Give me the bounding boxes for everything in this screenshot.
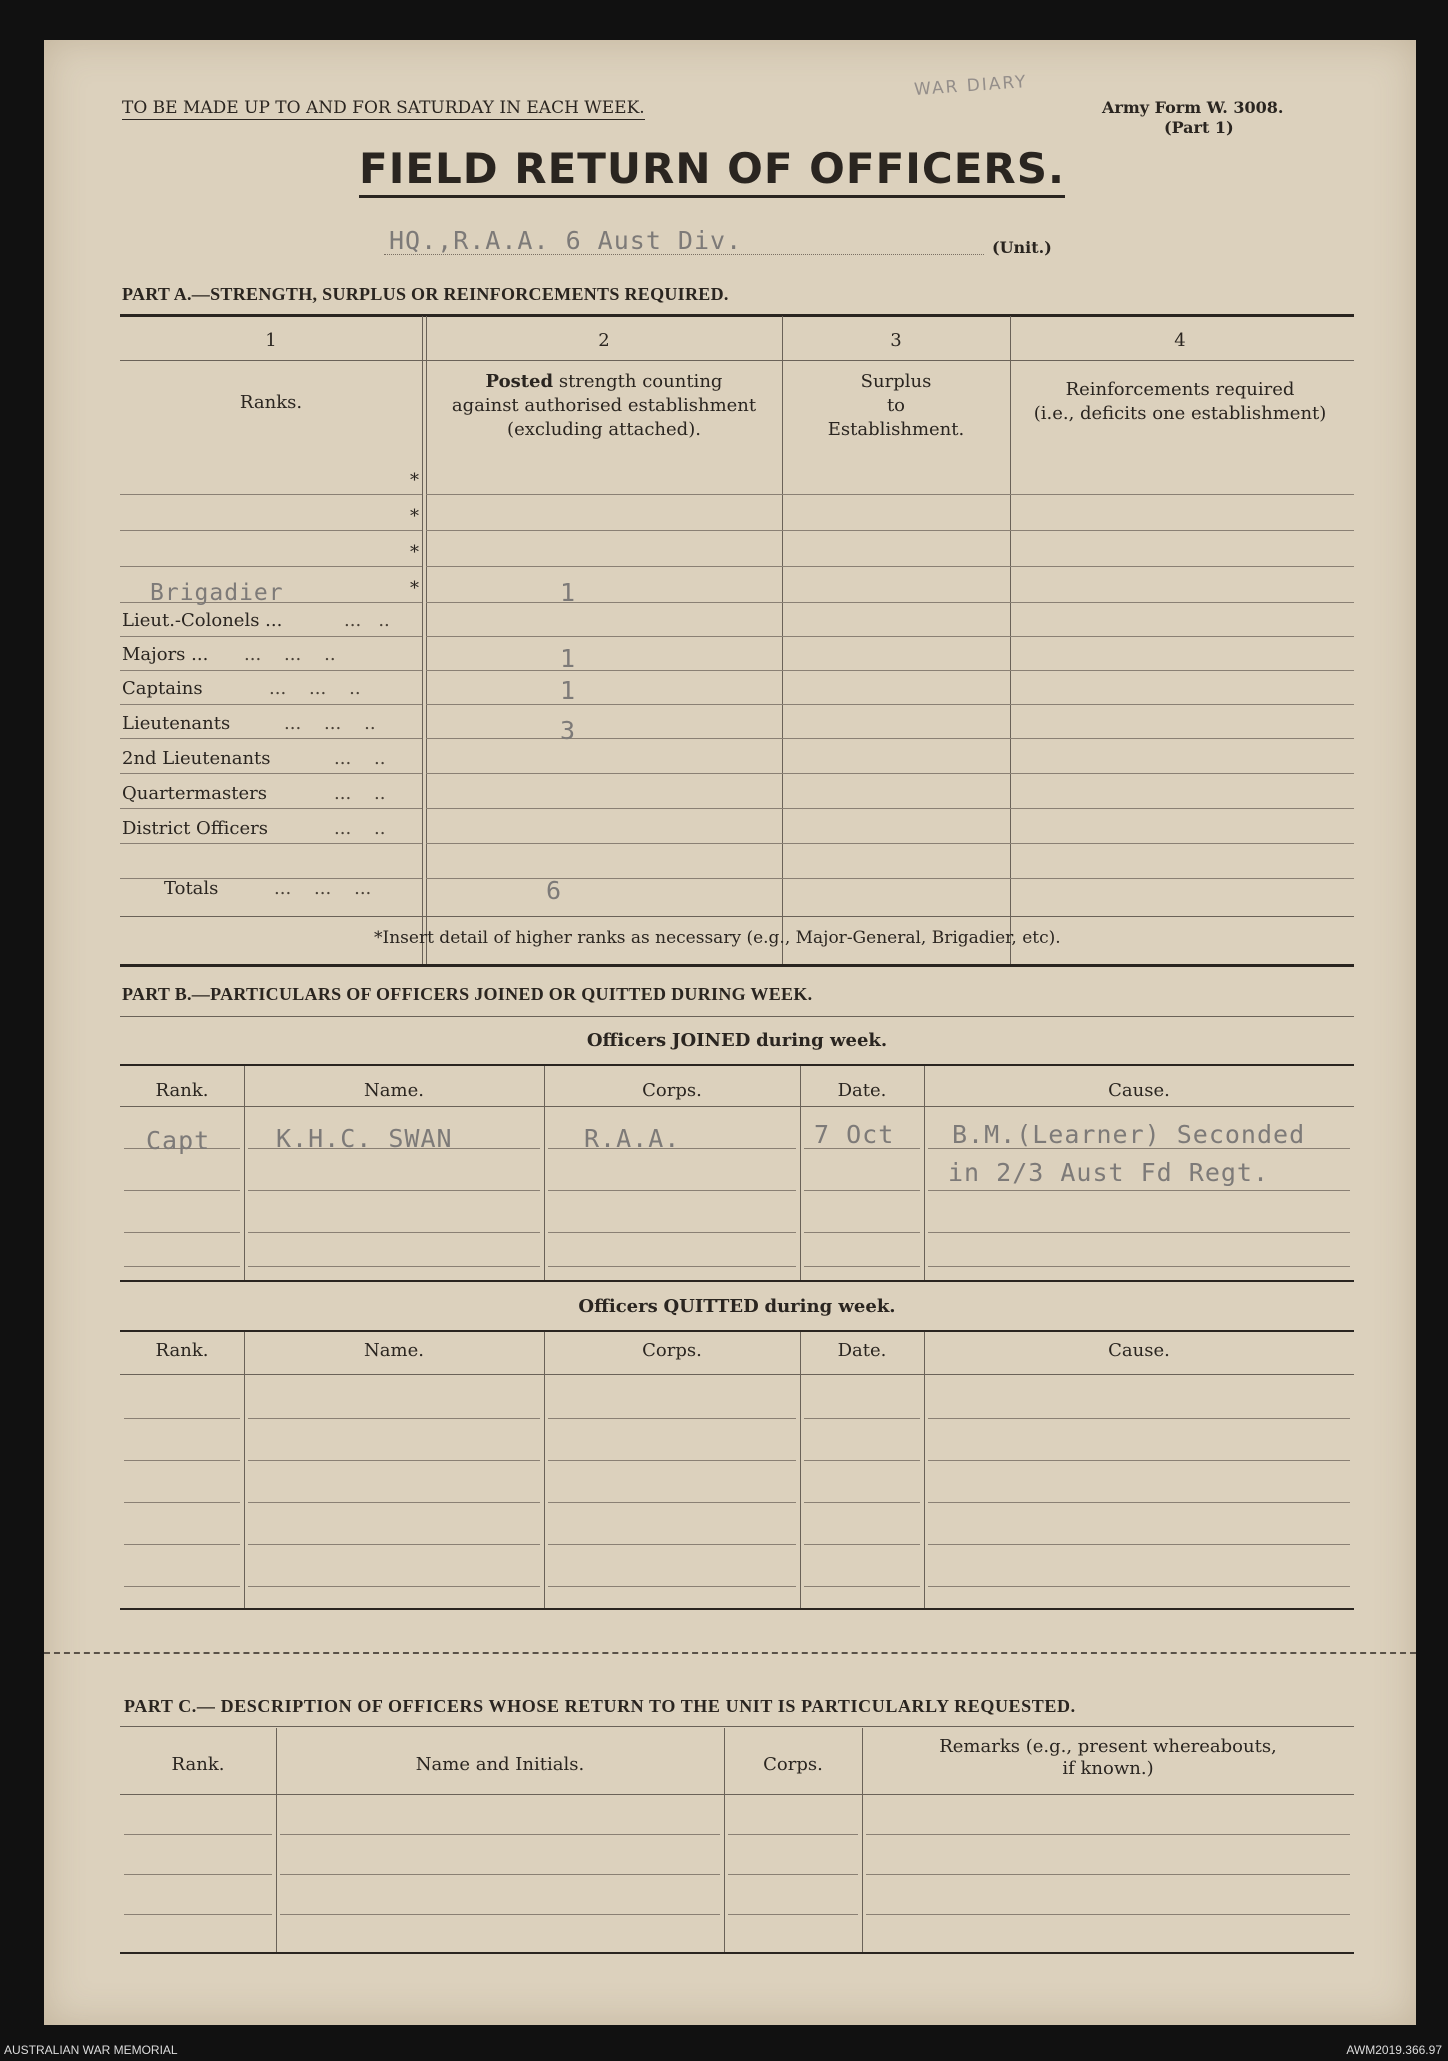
rank-lieut-colonels: Lieut.-Colonels ... [122, 610, 283, 631]
quitted-title [120, 1296, 1354, 1317]
quitted-row-rule-1-0 [124, 1460, 240, 1461]
quitted-row-rule-2-4 [928, 1502, 1350, 1503]
part-a-bottom-rule [120, 916, 1354, 917]
col-number-rule [120, 360, 1354, 361]
reinf-rule-7 [1010, 738, 1354, 739]
reinf-rule-6 [1010, 704, 1354, 705]
quitted-row-rule-1-4 [928, 1460, 1350, 1461]
joined-row-rule-2-2 [548, 1232, 796, 1233]
quitted-row-rule-0-2 [548, 1418, 796, 1419]
surplus-rule-7 [782, 738, 1010, 739]
rank-rule-9 [120, 808, 422, 809]
dot-leader-lieutenants: ... ... .. [284, 713, 376, 734]
posted-rule-5 [426, 670, 782, 671]
posted-captains: 1 [560, 676, 577, 705]
posted-rule-9 [426, 808, 782, 809]
surplus-rule-8 [782, 773, 1010, 774]
part-a-heading: PART A.—STRENGTH, SURPLUS OR REINFORCEMENTS REQUIRED. [122, 284, 729, 304]
posted-word: Posted [485, 371, 554, 392]
remarks-header [862, 1736, 1354, 1780]
quitted-row-rule-2-2 [548, 1502, 796, 1503]
rank-brigadier: Brigadier [150, 580, 284, 606]
reinf-rule-5 [1010, 670, 1354, 671]
joined-header-name: Name. [364, 1080, 424, 1101]
part-c-row-rule-2-3 [866, 1914, 1350, 1915]
quitted-row-rule-3-3 [804, 1544, 920, 1545]
joined-header-rule [120, 1106, 1354, 1107]
part-c-bottom-rule [120, 1952, 1354, 1954]
part-c-row-rule-0-2 [728, 1834, 858, 1835]
reinf-rule-0 [1010, 494, 1354, 495]
reinf-rule-3 [1010, 602, 1354, 603]
joined-row-rule-3-3 [804, 1266, 920, 1267]
part-c-row-rule-2-1 [280, 1914, 720, 1915]
surplus-rule-11 [782, 878, 1010, 879]
col-number-1: 1 [265, 330, 277, 351]
joined-cause-line1: B.M.(Learner) Seconded [952, 1120, 1306, 1149]
page-title: FIELD RETURN OF OFFICERS. [359, 144, 1065, 198]
part-c-heading: PART C.— DESCRIPTION OF OFFICERS WHOSE RETURN TO THE UNIT IS PARTICULARLY REQUESTED. [124, 1696, 1076, 1716]
joined-row-rule-1-1 [248, 1190, 540, 1191]
surplus-rule-6 [782, 704, 1010, 705]
part-c-header-1: Name and Initials. [415, 1754, 585, 1775]
quitted-title-pre: Officers [578, 1296, 658, 1317]
rank-rule-2 [120, 566, 422, 567]
dot-leader-captains: ... ... .. [269, 678, 361, 699]
asterisk-4: * [410, 578, 419, 599]
posted-rule-6 [426, 704, 782, 705]
joined-row-rule-2-4 [928, 1232, 1350, 1233]
rank-rule-6 [120, 704, 422, 705]
joined-title-post: during week. [756, 1030, 888, 1051]
quitted-row-rule-3-2 [548, 1544, 796, 1545]
totals-label: Totals [164, 878, 219, 899]
dot-leader-ltcol: ... .. [344, 610, 390, 631]
perforation-line [44, 1652, 1416, 1654]
surplus-rule-10 [782, 843, 1010, 844]
surplus-rule-2 [782, 566, 1010, 567]
quitted-row-rule-4-1 [248, 1586, 540, 1587]
part-c-row-rule-1-0 [124, 1874, 272, 1875]
asterisk-3: * [410, 542, 419, 563]
footer-right: AWM2019.366.97 [1346, 2043, 1442, 2057]
posted-rule-10 [426, 843, 782, 844]
quitted-title-bold: QUITTED [663, 1296, 759, 1317]
part-a-top-rule [120, 314, 1354, 317]
reinf-rule-8 [1010, 773, 1354, 774]
surplus-rule-0 [782, 494, 1010, 495]
rank-rule-7 [120, 738, 422, 739]
totals-dot-leader: ... ... ... [274, 878, 372, 899]
part-c-header-rule [120, 1794, 1354, 1795]
joined-title-bold: JOINED [671, 1030, 751, 1051]
reinf-rule-4 [1010, 636, 1354, 637]
remarks-line-2: if known.) [1062, 1758, 1154, 1779]
rank-2nd-lieutenants: 2nd Lieutenants [122, 748, 271, 769]
part-c-row-rule-1-1 [280, 1874, 720, 1875]
ranks-header: Ranks. [239, 392, 303, 413]
posted-rule-4 [426, 636, 782, 637]
quitted-row-rule-0-4 [928, 1418, 1350, 1419]
remarks-line-1: Remarks (e.g., present whereabouts, [939, 1736, 1277, 1757]
footer-left: AUSTRALIAN WAR MEMORIAL [4, 2043, 178, 2057]
joined-table-top [120, 1064, 1354, 1066]
surplus-rule-9 [782, 808, 1010, 809]
rank-district-officers: District Officers [122, 818, 268, 839]
quitted-header-name: Name. [364, 1340, 424, 1361]
joined-name: K.H.C. SWAN [276, 1124, 453, 1153]
quitted-row-rule-2-3 [804, 1502, 920, 1503]
posted-majors: 1 [560, 644, 577, 673]
rank-rule-8 [120, 773, 422, 774]
joined-corps: R.A.A. [584, 1124, 681, 1153]
posted-header [426, 370, 782, 442]
joined-header-rank: Rank. [155, 1080, 209, 1101]
part-c-row-rule-1-2 [728, 1874, 858, 1875]
surplus-line-2: to [886, 395, 906, 416]
dot-leader-district: ... .. [334, 818, 386, 839]
part-a-divider-1 [422, 316, 423, 966]
quitted-header-corps: Corps. [642, 1340, 702, 1361]
joined-header-corps: Corps. [642, 1080, 702, 1101]
posted-rule-3 [426, 602, 782, 603]
joined-row-rule-1-3 [804, 1190, 920, 1191]
part-c-header-2: Corps. [763, 1754, 823, 1775]
quitted-row-rule-3-0 [124, 1544, 240, 1545]
dot-leader-2nd-lieut: ... .. [334, 748, 386, 769]
quitted-header-rule [120, 1374, 1354, 1375]
rank-rule-0 [120, 494, 422, 495]
quitted-row-rule-2-0 [124, 1502, 240, 1503]
posted-line-2: against authorised establishment [451, 395, 757, 416]
reinforcements-header [1010, 378, 1350, 426]
asterisk-1: * [410, 470, 419, 491]
rank-lieutenants: Lieutenants [122, 713, 231, 734]
surplus-line-1: Surplus [860, 371, 932, 392]
rank-rule-10 [120, 843, 422, 844]
joined-table-bottom [120, 1280, 1354, 1282]
surplus-line-3: Establishment. [827, 419, 965, 440]
joined-row-rule-1-0 [124, 1190, 240, 1191]
posted-rule-0 [426, 494, 782, 495]
posted-rule-11 [426, 878, 782, 879]
posted-line-3: (excluding attached). [507, 419, 701, 440]
posted-rule-2 [426, 566, 782, 567]
unit-value: HQ.,R.A.A. 6 Aust Div. [389, 226, 743, 255]
joined-row-rule-3-0 [124, 1266, 240, 1267]
joined-header-date: Date. [837, 1080, 887, 1101]
reinf-rule-9 [1010, 808, 1354, 809]
quitted-row-rule-4-3 [804, 1586, 920, 1587]
col-number-3: 3 [890, 330, 902, 351]
part-c-row-rule-1-3 [866, 1874, 1350, 1875]
rank-captains: Captains [122, 678, 203, 699]
quitted-row-rule-1-2 [548, 1460, 796, 1461]
part-c-row-rule-2-0 [124, 1914, 272, 1915]
posted-line-1: strength counting [558, 371, 723, 392]
quitted-table-bottom [120, 1608, 1354, 1610]
part-a-end-rule [120, 964, 1354, 967]
posted-rule-8 [426, 773, 782, 774]
form-part: (Part 1) [1164, 118, 1234, 137]
part-c-row-rule-0-1 [280, 1834, 720, 1835]
unit-label: (Unit.) [992, 238, 1052, 257]
quitted-header-rank: Rank. [155, 1340, 209, 1361]
joined-header-cause: Cause. [1108, 1080, 1170, 1101]
joined-title [120, 1030, 1354, 1051]
quitted-row-rule-3-4 [928, 1544, 1350, 1545]
quitted-row-rule-2-1 [248, 1502, 540, 1503]
quitted-row-rule-3-1 [248, 1544, 540, 1545]
quitted-row-rule-1-3 [804, 1460, 920, 1461]
quitted-header-cause: Cause. [1108, 1340, 1170, 1361]
quitted-row-rule-1-1 [248, 1460, 540, 1461]
part-c-top-rule [120, 1726, 1354, 1727]
reinforcements-line-1: Reinforcements required [1065, 379, 1295, 400]
part-b-heading: PART B.—PARTICULARS OF OFFICERS JOINED OR QUITTED DURING WEEK. [122, 984, 813, 1004]
rank-rule-5 [120, 670, 422, 671]
posted-rule-1 [426, 530, 782, 531]
quitted-row-rule-4-4 [928, 1586, 1350, 1587]
surplus-header [782, 370, 1010, 442]
joined-row-rule-1-4 [928, 1190, 1350, 1191]
col-number-2: 2 [598, 330, 610, 351]
joined-cause-line2: in 2/3 Aust Fd Regt. [948, 1158, 1270, 1187]
reinf-rule-1 [1010, 530, 1354, 531]
form-sheet [44, 40, 1416, 2025]
instruction-text: TO BE MADE UP TO AND FOR SATURDAY IN EACH WEEK. [122, 98, 645, 118]
form-number: Army Form W. 3008. [1102, 98, 1284, 117]
joined-row-rule-3-4 [928, 1266, 1350, 1267]
rank-majors: Majors ... [122, 644, 209, 665]
joined-row-rule-2-0 [124, 1232, 240, 1233]
joined-rank: Capt [146, 1126, 211, 1155]
joined-date: 7 Oct [814, 1120, 895, 1149]
war-diary-note: WAR DIARY [913, 72, 1029, 100]
dot-leader-majors: ... ... .. [244, 644, 336, 665]
surplus-rule-4 [782, 636, 1010, 637]
dot-leader-qm: ... .. [334, 783, 386, 804]
posted-lieutenants: 3 [560, 716, 577, 745]
rank-rule-1 [120, 530, 422, 531]
rank-quartermasters: Quartermasters [122, 783, 267, 804]
quitted-row-rule-0-1 [248, 1418, 540, 1419]
joined-title-pre: Officers [586, 1030, 667, 1051]
quitted-row-rule-0-3 [804, 1418, 920, 1419]
surplus-rule-3 [782, 602, 1010, 603]
joined-row-rule-2-3 [804, 1232, 920, 1233]
asterisk-2: * [410, 506, 419, 527]
col-number-4: 4 [1174, 330, 1186, 351]
reinforcements-line-2: (i.e., deficits one establishment) [1033, 403, 1327, 424]
quitted-row-rule-4-2 [548, 1586, 796, 1587]
joined-row-rule-1-2 [548, 1190, 796, 1191]
part-c-row-rule-0-3 [866, 1834, 1350, 1835]
reinf-rule-2 [1010, 566, 1354, 567]
quitted-header-date: Date. [837, 1340, 887, 1361]
joined-row-rule-3-1 [248, 1266, 540, 1267]
quitted-title-post: during week. [764, 1296, 896, 1317]
joined-row-rule-3-2 [548, 1266, 796, 1267]
quitted-table-top [120, 1330, 1354, 1332]
reinf-rule-11 [1010, 878, 1354, 879]
part-c-row-rule-2-2 [728, 1914, 858, 1915]
part-c-header-0: Rank. [171, 1754, 225, 1775]
rank-rule-4 [120, 636, 422, 637]
surplus-rule-1 [782, 530, 1010, 531]
joined-row-rule-2-1 [248, 1232, 540, 1233]
part-b-top-rule [120, 1016, 1354, 1017]
quitted-row-rule-4-0 [124, 1586, 240, 1587]
posted-brigadier: 1 [560, 578, 577, 607]
quitted-row-rule-0-0 [124, 1418, 240, 1419]
part-a-footnote: *Insert detail of higher ranks as necessary (e.g., Major-General, Brigadier, etc). [374, 928, 1061, 948]
surplus-rule-5 [782, 670, 1010, 671]
reinf-rule-10 [1010, 843, 1354, 844]
totals-value: 6 [546, 876, 563, 905]
posted-rule-7 [426, 738, 782, 739]
part-c-row-rule-0-0 [124, 1834, 272, 1835]
